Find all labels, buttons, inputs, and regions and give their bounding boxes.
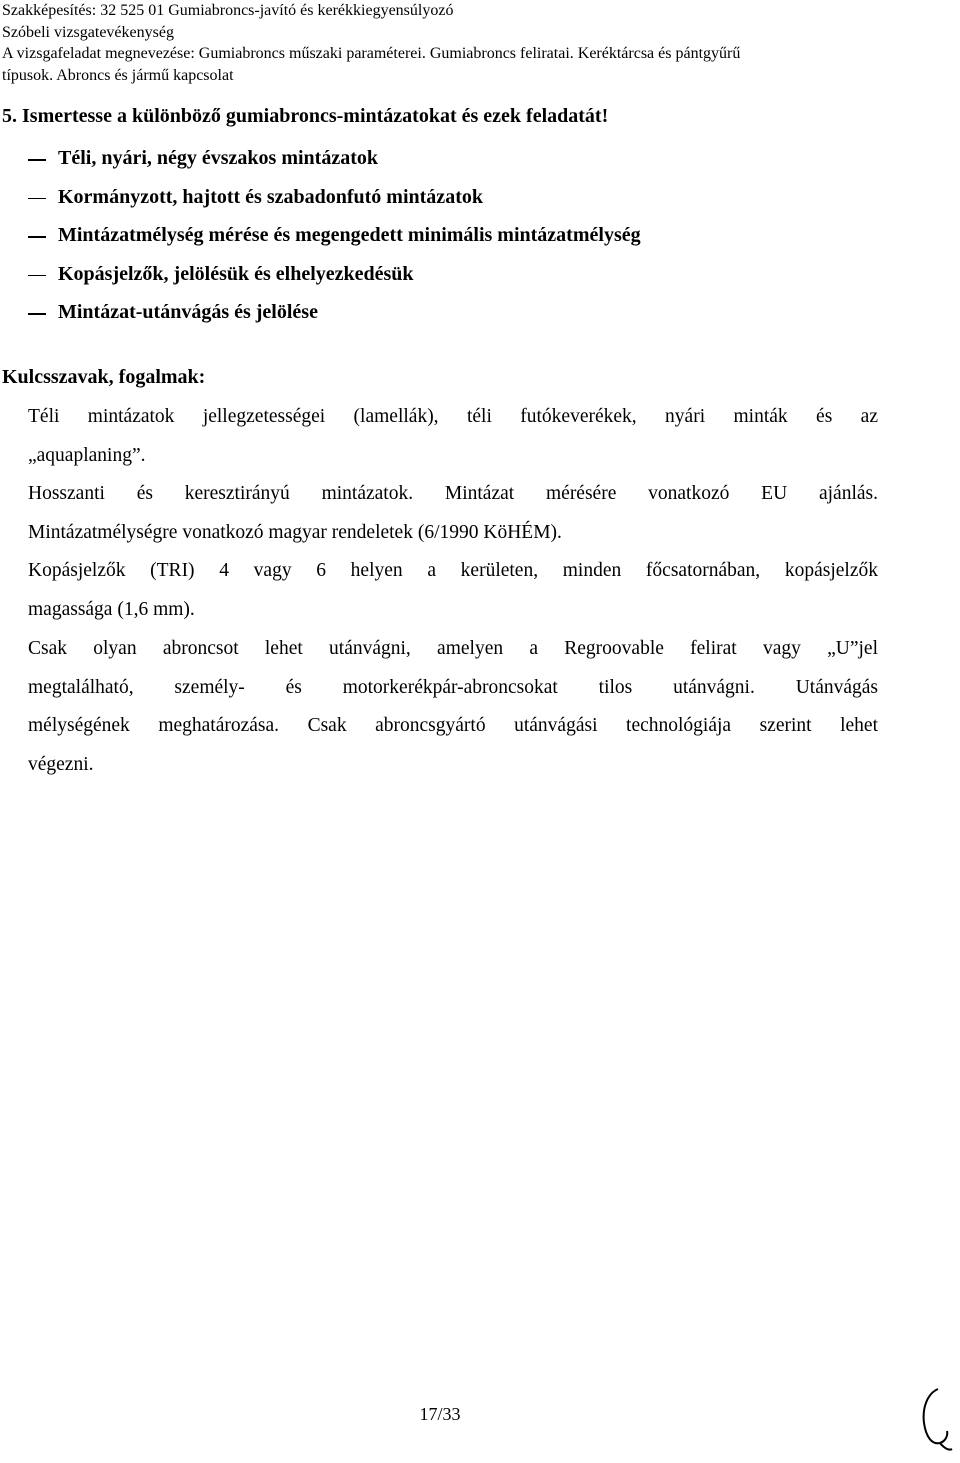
page-number: 17/33: [419, 1404, 461, 1424]
list-item: Kopásjelzők, jelölésük és elhelyezkedésük: [28, 263, 641, 302]
list-item: Kormányzott, hajtott és szabadonfutó mintázatok: [28, 186, 641, 225]
dash-bullet-icon: [28, 236, 46, 238]
question-title: 5. Ismertesse a különböző gumiabroncs-mintázatokat és ezek feladatát!: [2, 105, 609, 127]
header-qualification: Szakképesítés: 32 525 01 Gumiabroncs-javító és kerékkiegyensúlyozó: [2, 2, 454, 19]
dash-bullet-icon: [28, 313, 46, 315]
header-exam-type: Szóbeli vizsgatevékenység: [2, 23, 174, 41]
paragraph-winter-patterns: Téli mintázatok jellegzetességei (lamellák), téli futókeverékek, nyári minták és az „aquaplaning”.: [28, 406, 878, 466]
list-item: Mintázatmélység mérése és megengedett minimális mintázatmélység: [28, 224, 641, 263]
dash-bullet-icon: [28, 198, 46, 200]
keywords-heading: Kulcsszavak, fogalmak:: [2, 366, 206, 388]
list-item: Téli, nyári, négy évszakos mintázatok: [28, 147, 641, 186]
header-task-name: A vizsgafeladat megnevezése: Gumiabroncs műszaki paraméterei. Gumiabroncs feliratai. Keréktárcsa és pántgyűrű: [2, 45, 741, 62]
dash-bullet-icon: [28, 275, 46, 277]
topic-list: [28, 147, 641, 340]
paragraph-regrooving: Csak olyan abroncsot lehet utánvágni, amelyen a Regroovable felirat vagy „U”jel megtalálható, személy- és motorkerékpár-abroncsokat tilos utánvágni. Utánvágás mélységének meghatározása. Csak abroncsgyártó utánvágási technológiája szerint lehet végezni.: [28, 638, 878, 775]
paragraph-wear-indicators: Kopásjelzők (TRI) 4 vagy 6 helyen a kerületen, minden főcsatornában, kopásjelzők magassága (1,6 mm).: [28, 560, 878, 620]
paragraph-regulations: Mintázatmélységre vonatkozó magyar rendeletek (6/1990 KöHÉM).: [28, 522, 562, 543]
paragraph-directional-patterns: Hosszanti és keresztirányú mintázatok. Mintázat mérésére vonatkozó EU ajánlás.: [28, 483, 878, 504]
dash-bullet-icon: [28, 159, 46, 161]
signature-mark: [918, 1385, 954, 1455]
header-task-name-cont: típusok. Abroncs és jármű kapcsolat: [2, 66, 234, 84]
list-item: Mintázat-utánvágás és jelölése: [28, 301, 641, 340]
document-header: [2, 0, 740, 86]
